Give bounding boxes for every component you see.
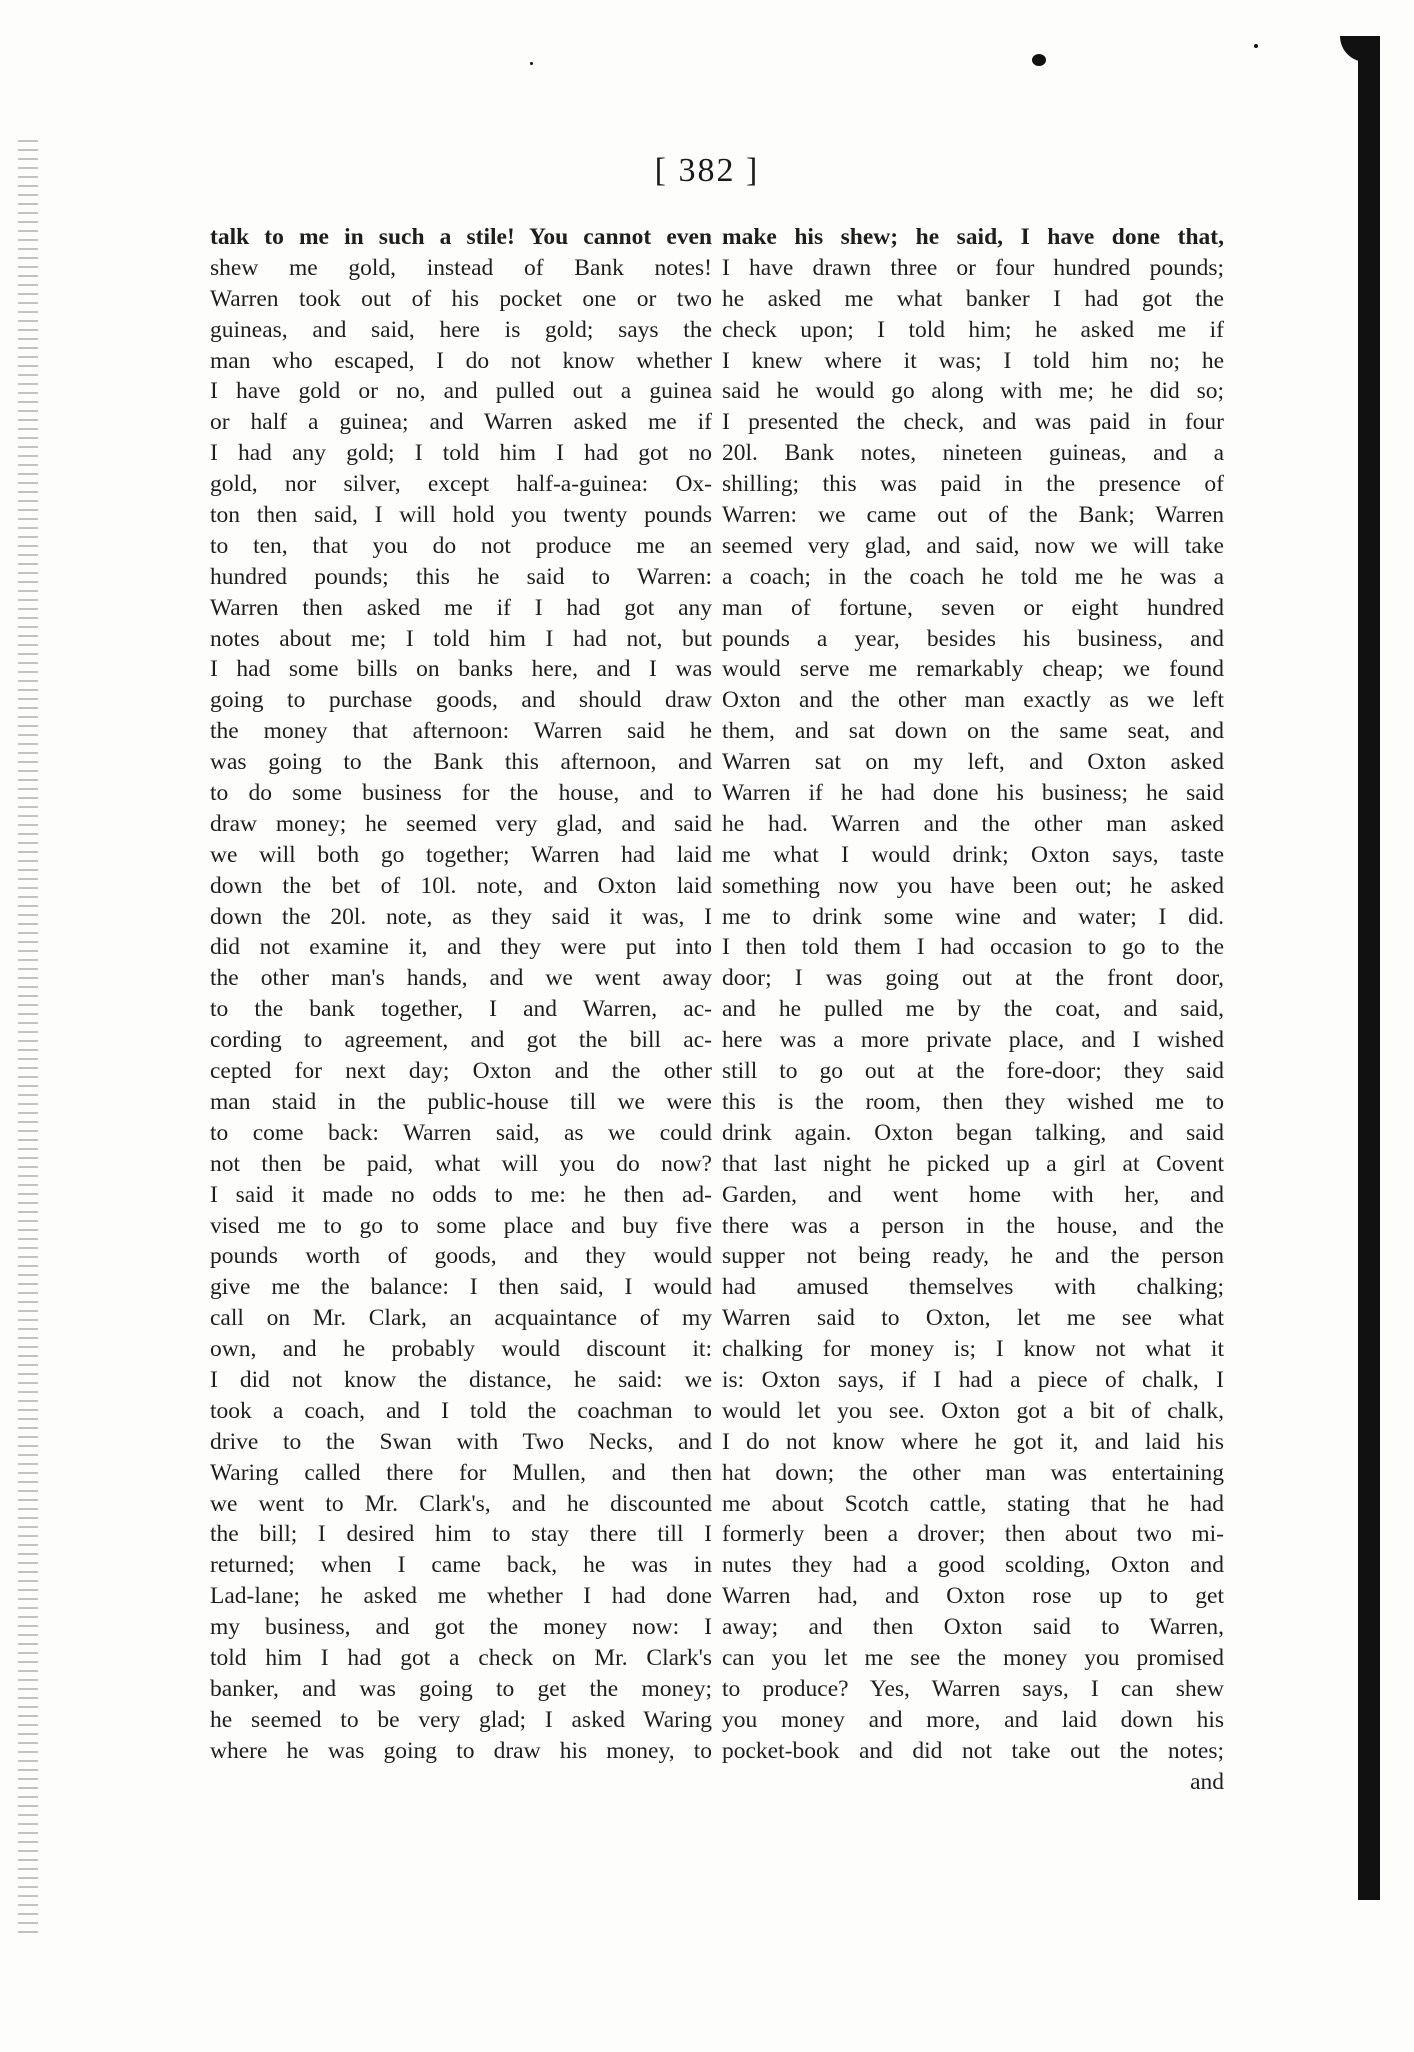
text-line: chalking for money is; I know not what it (722, 1336, 1224, 1363)
text-line: I had any gold; I told him I had got no (210, 440, 712, 467)
text-line: would serve me remarkably cheap; we found (722, 656, 1224, 683)
text-line: my business, and got the money now: I (210, 1614, 712, 1641)
text-line: Warren took out of his pocket one or two (210, 285, 712, 312)
text-line: Waring called there for Mullen, and then (210, 1459, 712, 1486)
text-line: check upon; I told him; he asked me if (722, 316, 1224, 343)
text-line: banker, and was going to get the money; (210, 1675, 712, 1702)
page-number: [ 382 ] (654, 152, 760, 189)
text-line: own, and he probably would discount it: (210, 1336, 712, 1363)
text-line: going to purchase goods, and should draw (210, 687, 712, 714)
text-line: Garden, and went home with her, and (722, 1181, 1224, 1208)
text-line: man who escaped, I do not know whether (210, 347, 712, 374)
text-line: I have drawn three or four hundred pounds; (722, 254, 1224, 281)
text-line: pounds worth of goods, and they would (210, 1243, 712, 1270)
text-line: cording to agreement, and got the bill ac- (210, 1027, 712, 1054)
text-line: hundred pounds; this he said to Warren: (210, 563, 712, 590)
text-line: he seemed to be very glad; I asked Waring (210, 1706, 712, 1733)
text-line: me to drink some wine and water; I did. (722, 903, 1224, 930)
text-line: guineas, and said, here is gold; says the (210, 316, 712, 343)
text-line: was going to the Bank this afternoon, and (210, 749, 712, 776)
text-line: Warren: we came out of the Bank; Warren (722, 502, 1224, 529)
text-line: me about Scotch cattle, stating that he had (722, 1490, 1224, 1517)
text-line: I have gold or no, and pulled out a guinea (210, 378, 712, 405)
text-line: draw money; he seemed very glad, and said (210, 810, 712, 837)
text-line: man of fortune, seven or eight hundred (722, 594, 1224, 621)
text-line: had amused themselves with chalking; (722, 1274, 1224, 1301)
text-line: talk to me in such a stile! You cannot even (210, 224, 712, 250)
text-line: drive to the Swan with Two Necks, and (210, 1428, 712, 1455)
text-line: that last night he picked up a girl at Covent (722, 1150, 1224, 1177)
spine-shadow (1358, 40, 1380, 1900)
text-line: shew me gold, instead of Bank notes! (210, 254, 712, 281)
text-line: we will both go together; Warren had laid (210, 841, 712, 868)
text-line: down the 20l. note, as they said it was, I (210, 903, 712, 930)
text-line: said he would go along with me; he did so; (722, 378, 1224, 405)
text-line: I then told them I had occasion to go to the (722, 934, 1224, 961)
text-line: I presented the check, and was paid in four (722, 409, 1224, 436)
text-line: returned; when I came back, he was in (210, 1552, 712, 1579)
text-line: I had some bills on banks here, and I was (210, 656, 712, 683)
text-line: he asked me what banker I had got the (722, 285, 1224, 312)
text-line: I do not know where he got it, and laid his (722, 1428, 1224, 1455)
ink-speck (530, 62, 533, 65)
text-line: the money that afternoon: Warren said he (210, 718, 712, 745)
text-line: pounds a year, besides his business, and (722, 625, 1224, 652)
text-line: hat down; the other man was entertaining (722, 1459, 1224, 1486)
catchword: and (1190, 1768, 1224, 1795)
text-line: Warren said to Oxton, let me see what (722, 1305, 1224, 1332)
text-line: the bill; I desired him to stay there till I (210, 1521, 712, 1548)
text-line: he had. Warren and the other man asked (722, 810, 1224, 837)
text-line: there was a person in the house, and the (722, 1212, 1224, 1239)
text-line: Warren if he had done his business; he said (722, 780, 1224, 807)
text-line: give me the balance: I then said, I would (210, 1274, 712, 1301)
text-line: pocket-book and did not take out the notes; (722, 1737, 1224, 1764)
text-line: I did not know the distance, he said: we (210, 1366, 712, 1393)
text-line: a coach; in the coach he told me he was a (722, 563, 1224, 590)
text-line: Lad-lane; he asked me whether I had done (210, 1583, 712, 1610)
text-line: to the bank together, I and Warren, ac- (210, 996, 712, 1023)
text-line: to produce? Yes, Warren says, I can shew (722, 1675, 1224, 1702)
text-line: we went to Mr. Clark's, and he discounted (210, 1490, 712, 1517)
text-line: seemed very glad, and said, now we will take (722, 532, 1224, 559)
text-line: is: Oxton says, if I had a piece of chalk, I (722, 1366, 1224, 1393)
text-line: away; and then Oxton said to Warren, (722, 1614, 1224, 1641)
text-line: man staid in the public-house till we were (210, 1088, 712, 1115)
text-line: not then be paid, what will you do now? (210, 1150, 712, 1177)
text-line: did not examine it, and they were put into (210, 934, 712, 961)
text-line: I knew where it was; I told him no; he (722, 347, 1224, 374)
text-line: call on Mr. Clark, an acquaintance of my (210, 1305, 712, 1332)
text-line: would let you see. Oxton got a bit of chalk, (722, 1397, 1224, 1424)
text-line: you money and more, and laid down his (722, 1706, 1224, 1733)
text-line: something now you have been out; he asked (722, 872, 1224, 899)
text-line: shilling; this was paid in the presence of (722, 471, 1224, 498)
text-line: this is the room, then they wished me to (722, 1088, 1224, 1115)
text-line: Warren sat on my left, and Oxton asked (722, 749, 1224, 776)
text-line: ton then said, I will hold you twenty pounds (210, 502, 712, 529)
text-line: notes about me; I told him I had not, but (210, 625, 712, 652)
text-line: cepted for next day; Oxton and the other (210, 1058, 712, 1085)
text-line: here was a more private place, and I wished (722, 1027, 1224, 1054)
text-line: drink again. Oxton began talking, and said (722, 1119, 1224, 1146)
text-line: I said it made no odds to me: he then ad- (210, 1181, 712, 1208)
text-line: to ten, that you do not produce me an (210, 532, 712, 559)
text-line: Warren had, and Oxton rose up to get (722, 1583, 1224, 1610)
text-line: where he was going to draw his money, to (210, 1737, 712, 1764)
text-line: and he pulled me by the coat, and said, (722, 996, 1224, 1023)
text-line: told him I had got a check on Mr. Clark's (210, 1644, 712, 1671)
text-line: took a coach, and I told the coachman to (210, 1397, 712, 1424)
text-line: Oxton and the other man exactly as we left (722, 687, 1224, 714)
text-line: to do some business for the house, and to (210, 780, 712, 807)
text-line: supper not being ready, he and the person (722, 1243, 1224, 1270)
text-line: can you let me see the money you promised (722, 1644, 1224, 1671)
text-line: me what I would drink; Oxton says, taste (722, 841, 1224, 868)
ink-speck (1032, 54, 1046, 66)
text-line: to come back: Warren said, as we could (210, 1119, 712, 1146)
text-line: 20l. Bank notes, nineteen guineas, and a (722, 440, 1224, 467)
text-line: Warren then asked me if I had got any (210, 594, 712, 621)
text-line: vised me to go to some place and buy five (210, 1212, 712, 1239)
text-line: the other man's hands, and we went away (210, 965, 712, 992)
ink-speck (1254, 44, 1258, 48)
text-line: formerly been a drover; then about two mi- (722, 1521, 1224, 1548)
binding-edge-specks (18, 140, 38, 1940)
right-column (722, 222, 1224, 1797)
text-line: gold, nor silver, except half-a-guinea: Ox- (210, 471, 712, 498)
left-column (210, 222, 712, 1767)
text-line: still to go out at the fore-door; they said (722, 1058, 1224, 1085)
text-line: nutes they had a good scolding, Oxton and (722, 1552, 1224, 1579)
text-line: door; I was going out at the front door, (722, 965, 1224, 992)
text-line: make his shew; he said, I have done that, (722, 224, 1224, 250)
text-line: down the bet of 10l. note, and Oxton laid (210, 872, 712, 899)
text-line: or half a guinea; and Warren asked me if (210, 409, 712, 436)
text-line: them, and sat down on the same seat, and (722, 718, 1224, 745)
